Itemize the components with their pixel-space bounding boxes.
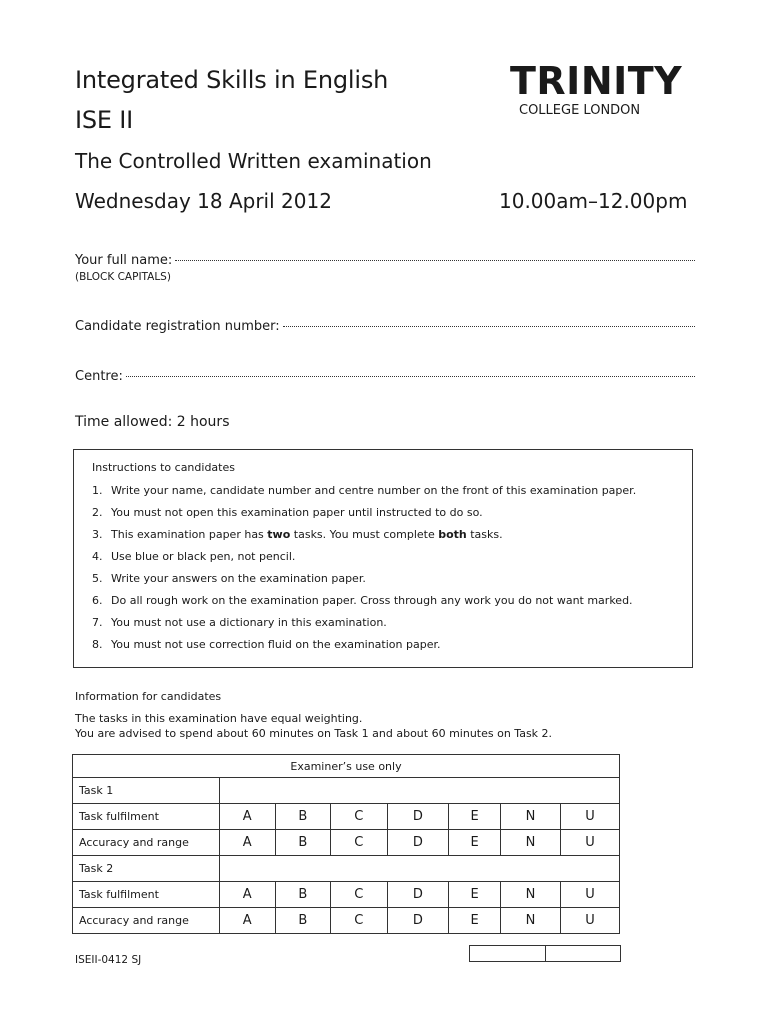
emphasis-two: two bbox=[267, 528, 291, 541]
task1-label: Task 1 bbox=[73, 778, 220, 804]
table-row: Accuracy and range A B C D E N U bbox=[73, 908, 620, 934]
full-name-label: Your full name: bbox=[75, 253, 173, 268]
information-text: The tasks in this examination have equal weighting. You are advised to spend about 60 minutes on Task 1 and about 60 minutes on Task 2. bbox=[75, 712, 553, 740]
information-title: Information for candidates bbox=[75, 690, 222, 703]
instructions-box bbox=[73, 449, 693, 668]
emphasis-both: both bbox=[438, 528, 467, 541]
exam-time: 10.00am–12.00pm bbox=[499, 189, 688, 213]
exam-title: Integrated Skills in English bbox=[75, 66, 389, 94]
time-allowed-label: Time allowed: bbox=[75, 414, 173, 430]
exam-subtitle: The Controlled Written examination bbox=[75, 149, 432, 173]
time-allowed bbox=[75, 414, 229, 430]
trinity-logo-subtitle: COLLEGE LONDON bbox=[519, 103, 641, 118]
exam-level: ISE II bbox=[75, 106, 134, 134]
table-row: Task fulfilment A B C D E N U bbox=[73, 804, 620, 830]
trinity-logo: TRINITY bbox=[510, 59, 683, 103]
centre-line[interactable] bbox=[126, 375, 695, 377]
instruction-item: 6. Do all rough work on the examination paper. Cross through any work you do not want marked. bbox=[92, 594, 633, 607]
instruction-item: 2. You must not open this examination paper until instructed to do so. bbox=[92, 506, 483, 519]
examiner-use-table bbox=[72, 754, 620, 934]
task2-label: Task 2 bbox=[73, 856, 220, 882]
instruction-item: 5. Write your answers on the examination paper. bbox=[92, 572, 366, 585]
registration-number-line[interactable] bbox=[283, 325, 695, 327]
instructions-title: Instructions to candidates bbox=[92, 461, 235, 474]
exam-date: Wednesday 18 April 2012 bbox=[75, 189, 332, 213]
instruction-item: 8. You must not use correction fluid on the examination paper. bbox=[92, 638, 441, 651]
centre-field[interactable] bbox=[75, 369, 695, 384]
table-row: Accuracy and range A B C D E N U bbox=[73, 830, 620, 856]
barcode-box bbox=[469, 945, 621, 962]
table-row: Task fulfilment A B C D E N U bbox=[73, 882, 620, 908]
instruction-item: 4. Use blue or black pen, not pencil. bbox=[92, 550, 296, 563]
block-capitals-note: (BLOCK CAPITALS) bbox=[75, 271, 171, 283]
instruction-item: 7. You must not use a dictionary in this examination. bbox=[92, 616, 387, 629]
instruction-item: 1. Write your name, candidate number and centre number on the front of this examination paper. bbox=[92, 484, 637, 497]
instructions-list bbox=[92, 483, 687, 659]
examiner-table-header: Examiner’s use only bbox=[73, 755, 620, 778]
full-name-line[interactable] bbox=[175, 259, 695, 261]
registration-number-label: Candidate registration number: bbox=[75, 319, 280, 334]
centre-label: Centre: bbox=[75, 369, 123, 384]
registration-number-field[interactable] bbox=[75, 319, 695, 334]
paper-code: ISEII-0412 SJ bbox=[75, 954, 142, 966]
full-name-field[interactable] bbox=[75, 253, 695, 268]
time-allowed-value: 2 hours bbox=[176, 414, 230, 430]
instruction-item: 3. This examination paper has two tasks. You must complete both tasks. bbox=[92, 528, 503, 541]
